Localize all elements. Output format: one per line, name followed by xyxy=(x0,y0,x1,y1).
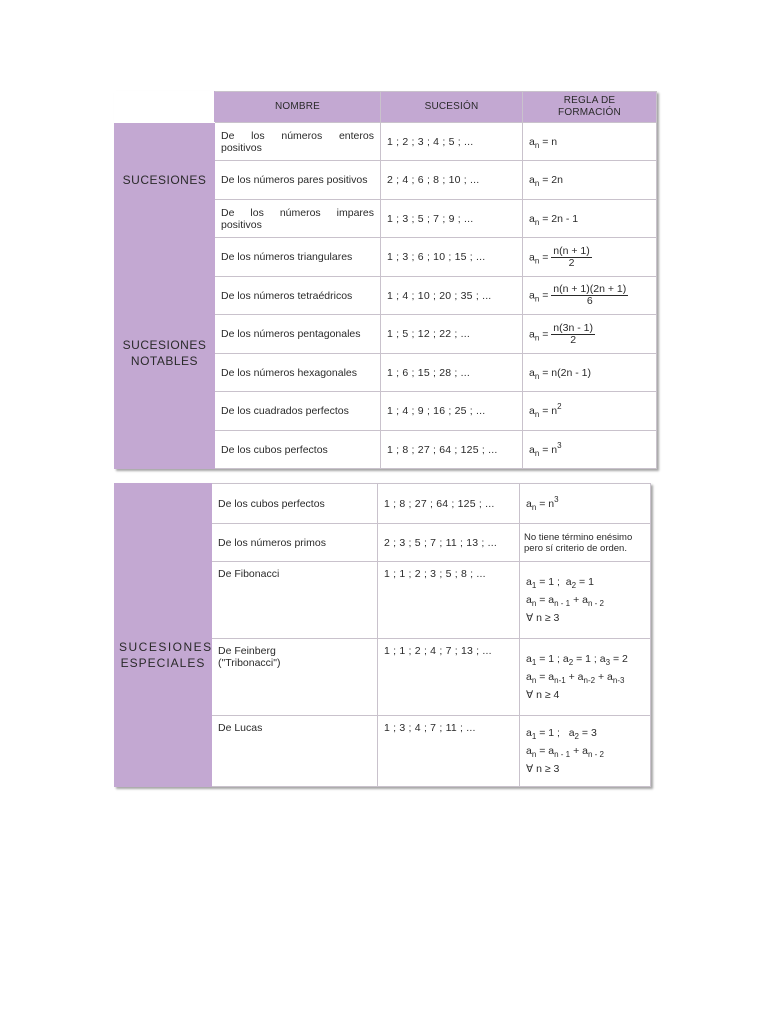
group-sucesiones-especiales xyxy=(115,524,212,787)
row-nombre: De los cubos perfectos xyxy=(215,431,381,469)
row-nombre xyxy=(212,639,378,716)
group-sucesiones-notables xyxy=(115,238,215,469)
formula-line: ∀ n ≥ 3 xyxy=(526,763,560,775)
row-sucesion: 1 ; 5 ; 12 ; 22 ; ... xyxy=(381,315,523,354)
formula-line: $a_n = a_{n - 1} + a_{n - 2}$ xyxy=(526,745,604,759)
row-sucesion: 1 ; 6 ; 15 ; 28 ; ... xyxy=(381,354,523,392)
row-formula xyxy=(520,562,651,639)
row-sucesion: 2 ; 4 ; 6 ; 8 ; 10 ; ... xyxy=(381,161,523,200)
header-sucesion: SUCESIÓN xyxy=(381,92,523,123)
row-formula: $a_n = 2n - 1$ xyxy=(523,200,657,238)
row-sucesion: 1 ; 8 ; 27 ; 64 ; 125 ; ... xyxy=(381,431,523,469)
row-nombre: De Lucas xyxy=(212,716,378,787)
row-nombre: De los cuadrados perfectos xyxy=(215,392,381,431)
row-sucesion: 1 ; 3 ; 6 ; 10 ; 15 ; ... xyxy=(381,238,523,277)
nombre-line2: ("Tribonacci") xyxy=(218,657,281,669)
row-nombre: De los números triangulares xyxy=(215,238,381,277)
formula-line: ∀ n ≥ 4 xyxy=(526,689,560,701)
table-row xyxy=(115,238,657,277)
row-nombre: De los números tetraédricos xyxy=(215,277,381,315)
row-formula: $a_n = n^3$ xyxy=(520,484,651,524)
row-formula: $a_n$ = $\frac{n(3n - 1)}{2}$ xyxy=(523,315,657,354)
row-sucesion: 1 ; 2 ; 3 ; 4 ; 5 ; ... xyxy=(381,123,523,161)
header-nombre: NOMBRE xyxy=(215,92,381,123)
nombre-line1: De Feinberg xyxy=(218,645,276,657)
row-sucesion: 1 ; 4 ; 9 ; 16 ; 25 ; ... xyxy=(381,392,523,431)
row-nombre: De los números primos xyxy=(212,524,378,562)
group-label-line2: NOTABLES xyxy=(130,354,199,368)
group-label-line2: ESPECIALES xyxy=(120,656,206,670)
row-sucesion: 1 ; 1 ; 2 ; 3 ; 5 ; 8 ; ... xyxy=(378,562,520,639)
row-sucesion: 1 ; 1 ; 2 ; 4 ; 7 ; 13 ; ... xyxy=(378,639,520,716)
row-sucesion: 1 ; 8 ; 27 ; 64 ; 125 ; ... xyxy=(378,484,520,524)
row-nombre: De los números enteros positivos xyxy=(215,123,381,161)
row-formula: $a_n = n^2$ xyxy=(523,392,657,431)
formula-line: $a_n = a_{n - 1} + a_{n - 2}$ xyxy=(526,594,604,608)
row-formula: $a_n = 2n$ xyxy=(523,161,657,200)
row-nombre: De los cubos perfectos xyxy=(212,484,378,524)
row-nombre: De los números impares positivos xyxy=(215,200,381,238)
row-sucesion: 1 ; 3 ; 5 ; 7 ; 9 ; ... xyxy=(381,200,523,238)
row-formula xyxy=(520,716,651,787)
row-formula: $a_n$ = $\frac{n(n + 1)}{2}$ xyxy=(523,238,657,277)
row-formula: No tiene término enésimo pero sí criterio de orden. xyxy=(520,524,651,562)
group-sucesiones: SUCESIONES xyxy=(115,123,215,238)
row-nombre: De los números pentagonales xyxy=(215,315,381,354)
row-formula: $a_n = n^3$ xyxy=(523,431,657,469)
table-row xyxy=(115,123,657,161)
formula-line: ∀ n ≥ 3 xyxy=(526,612,560,624)
sequences-table-2 xyxy=(114,483,651,787)
row-formula: $a_n$ = $\frac{n(n + 1)(2n + 1)}{6}$ xyxy=(523,277,657,315)
row-nombre: De los números pares positivos xyxy=(215,161,381,200)
table-row xyxy=(115,484,651,524)
row-sucesion: 1 ; 3 ; 4 ; 7 ; 11 ; ... xyxy=(378,716,520,787)
header-row xyxy=(115,92,657,123)
row-formula xyxy=(520,639,651,716)
row-formula: $a_n = n(2n - 1)$ xyxy=(523,354,657,392)
row-nombre: De los números hexagonales xyxy=(215,354,381,392)
corner-blank xyxy=(115,92,215,123)
formula-line: $a_1 = 1$ ; $a_2 = 3$ xyxy=(526,727,597,741)
formula-line: $a_1 = 1$ ; $a_2 = 1$ xyxy=(526,576,594,590)
group-label-line1: SUCESIONES xyxy=(122,338,207,352)
row-sucesion: 2 ; 3 ; 5 ; 7 ; 11 ; 13 ; ... xyxy=(378,524,520,562)
group-blank xyxy=(115,484,212,524)
table-row xyxy=(115,524,651,562)
row-formula: $a_n = n$ xyxy=(523,123,657,161)
formula-line: $a_1 = 1$ ; $a_2 = 1$ ; $a_3 = 2$ xyxy=(526,653,628,667)
group-label-line1: SUCESIONES xyxy=(119,640,213,654)
row-sucesion: 1 ; 4 ; 10 ; 20 ; 35 ; ... xyxy=(381,277,523,315)
sequences-table-1 xyxy=(114,91,657,469)
formula-line: $a_n = a_{n-1} + a_{n-2} + a_{n-3}$ xyxy=(526,671,625,685)
header-regla: REGLA DE FORMACIÓN xyxy=(523,92,657,123)
row-nombre: De Fibonacci xyxy=(212,562,378,639)
